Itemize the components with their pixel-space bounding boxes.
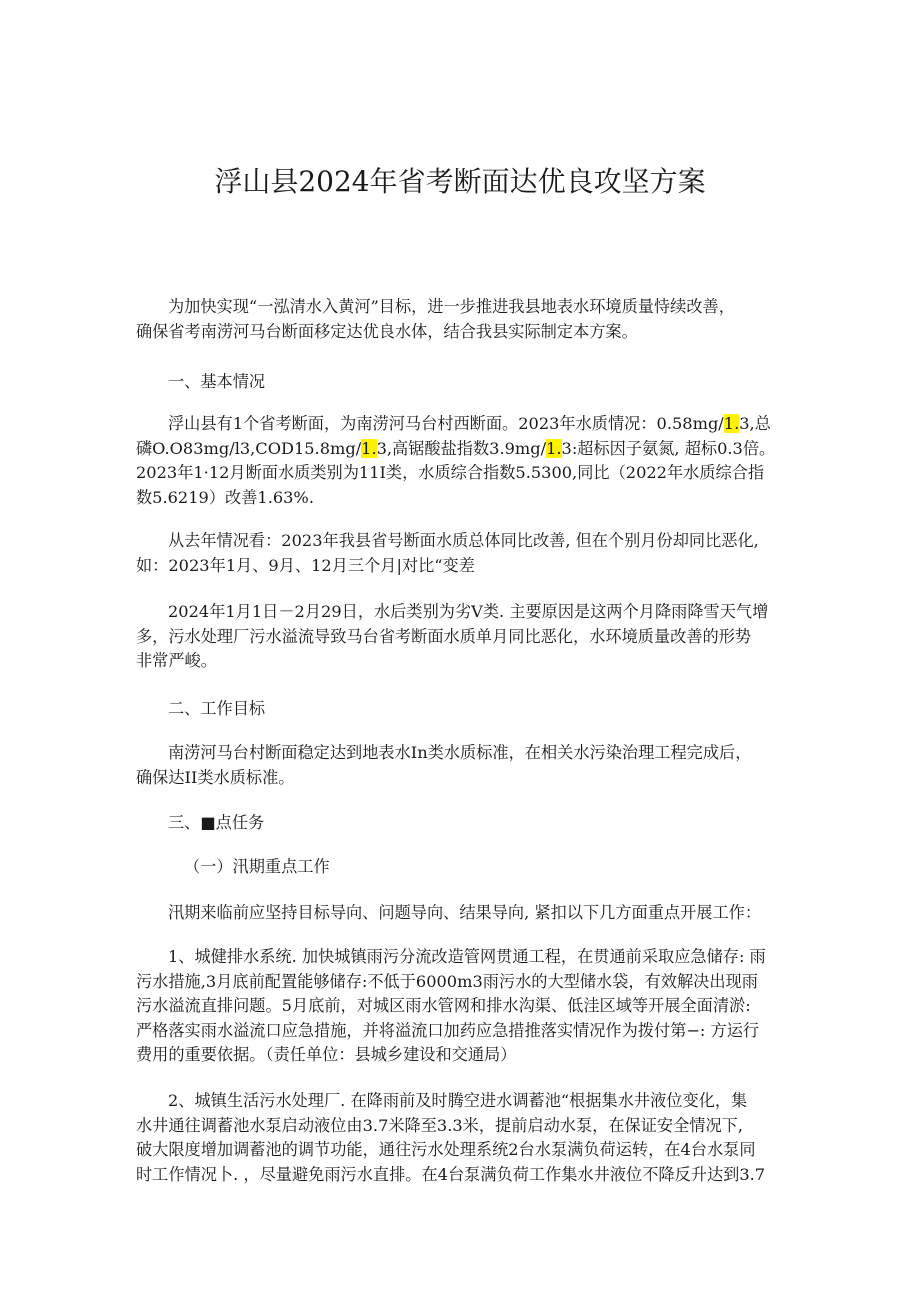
current-status-paragraph xyxy=(136,600,786,674)
text-segment: 3,总 xyxy=(739,414,771,433)
task-item-2 xyxy=(136,1089,786,1187)
text-line: 2024年1月1日－2月29日，水后类别为劣V类. 主要原因是这两个月降雨降雪天气增 xyxy=(168,602,769,621)
section-heading-goal: 二、工作目标 xyxy=(168,699,266,718)
text-line: 污水溢流直排问题。5月底前，对城区雨水管网和排水沟渠、低洼区域等开展全面清淤: xyxy=(136,996,751,1015)
text-line: 确保达II类水质标准。 xyxy=(136,767,295,787)
text-line: 多，污水处理厂污水溢流导致马台省考断面水质单月同比恶化，水环境质量改善的形势 xyxy=(136,626,752,646)
text-line: 数5.6219）改善1.63%. xyxy=(136,487,314,507)
last-year-paragraph xyxy=(136,529,786,578)
section-heading-basic: 一、基本情况 xyxy=(168,372,266,391)
text-line: 污水措施,3月底前配置能够储存:不低于6000m3雨污水的大型储水袋，有效解决出现雨 xyxy=(136,971,758,991)
text-line: 为加快实现“一泓清水入黄河”目标，进一步推进我县地表水环境质量恃续改善， xyxy=(168,297,735,316)
text-line: 汛期来临前应坚持目标导向、问题导向、结果导向, 紧扣以下几方面重点开展工作： xyxy=(168,903,762,922)
text-line: 非常严峻。 xyxy=(136,651,217,670)
document-title: 浮山县2024年省考断面达优良攻坚方案 xyxy=(214,165,706,198)
text-line xyxy=(136,412,786,437)
text-line: 确保省考南涝河马台断面移定达优良水体，结合我县实际制定本方案。 xyxy=(136,321,638,341)
text-line: 时工作情况卜. ，尽量避免雨污水直排。在4台泵满负荷工作集水井液位不降反升达到3.7 xyxy=(136,1164,766,1184)
text-segment: 磷O.O83mg∕l3,COD15.8mg∕ xyxy=(136,438,362,458)
highlighted-text: 1. xyxy=(546,438,562,458)
basic-info-paragraph xyxy=(136,412,786,510)
intro-paragraph xyxy=(136,295,786,344)
text-segment: 浮山县有1个省考断面，为南涝河马台村西断面。2023年水质情况：0.58mg∕ xyxy=(168,414,724,433)
text-line xyxy=(136,437,786,462)
text-line: 从去年情况看：2023年我县省号断面水质总体同比改善, 但在个别月份却同比恶化, xyxy=(168,531,759,550)
text-line: 水井通往调蓄池水泵启动液位由3.7米降至3.3米，提前启动水泵，在保证安全情况下, xyxy=(136,1115,744,1135)
text-segment: 3:超标因子氨氮, 超标0.3倍。 xyxy=(561,438,776,458)
section-heading-tasks: 三、■点任务 xyxy=(168,813,265,832)
text-line: 2、城镇生活污水处理厂. 在降雨前及时腾空进水调蓄池“根据集水井液位变化，集 xyxy=(168,1091,748,1110)
text-line: 如：2023年1月、9月、12月三个月|对比“变差 xyxy=(136,555,475,575)
text-line: 严格落实雨水溢流口应急措施，并将溢流口加药应急措推落实情况作为拨付第−: 方运行 xyxy=(136,1020,760,1040)
tasks-intro-paragraph xyxy=(136,901,786,926)
text-line: 破大限度增加调蓄池的调节功能，通往污水处理系统2台水泵满负荷运转，在4台水泵同 xyxy=(136,1140,756,1159)
highlighted-text: 1. xyxy=(361,438,377,458)
goal-paragraph xyxy=(136,741,786,790)
text-line: 南涝河马台村断面稳定达到地表水In类水质标准，在相关水污染治理工程完成后， xyxy=(168,743,752,762)
text-segment: 3,高锯酸盐指数3.9mg∕ xyxy=(376,438,547,458)
text-line: 1、城健排水系统. 加快城镇雨污分流改造管网贯通工程，在贯通前采取应急储存: 雨 xyxy=(168,947,766,966)
highlighted-text: 1. xyxy=(723,414,740,433)
text-line: 2023年1·12月断面水质类别为11I类，水质综合指数5.5300,同比（2022年水质综合指 xyxy=(136,463,765,482)
subsection-heading-flood: （一）汛期重点工作 xyxy=(184,857,330,876)
text-line: 费用的重要依据。（责任单位：县城乡建设和交通局） xyxy=(136,1045,517,1064)
task-item-1 xyxy=(136,945,786,1068)
